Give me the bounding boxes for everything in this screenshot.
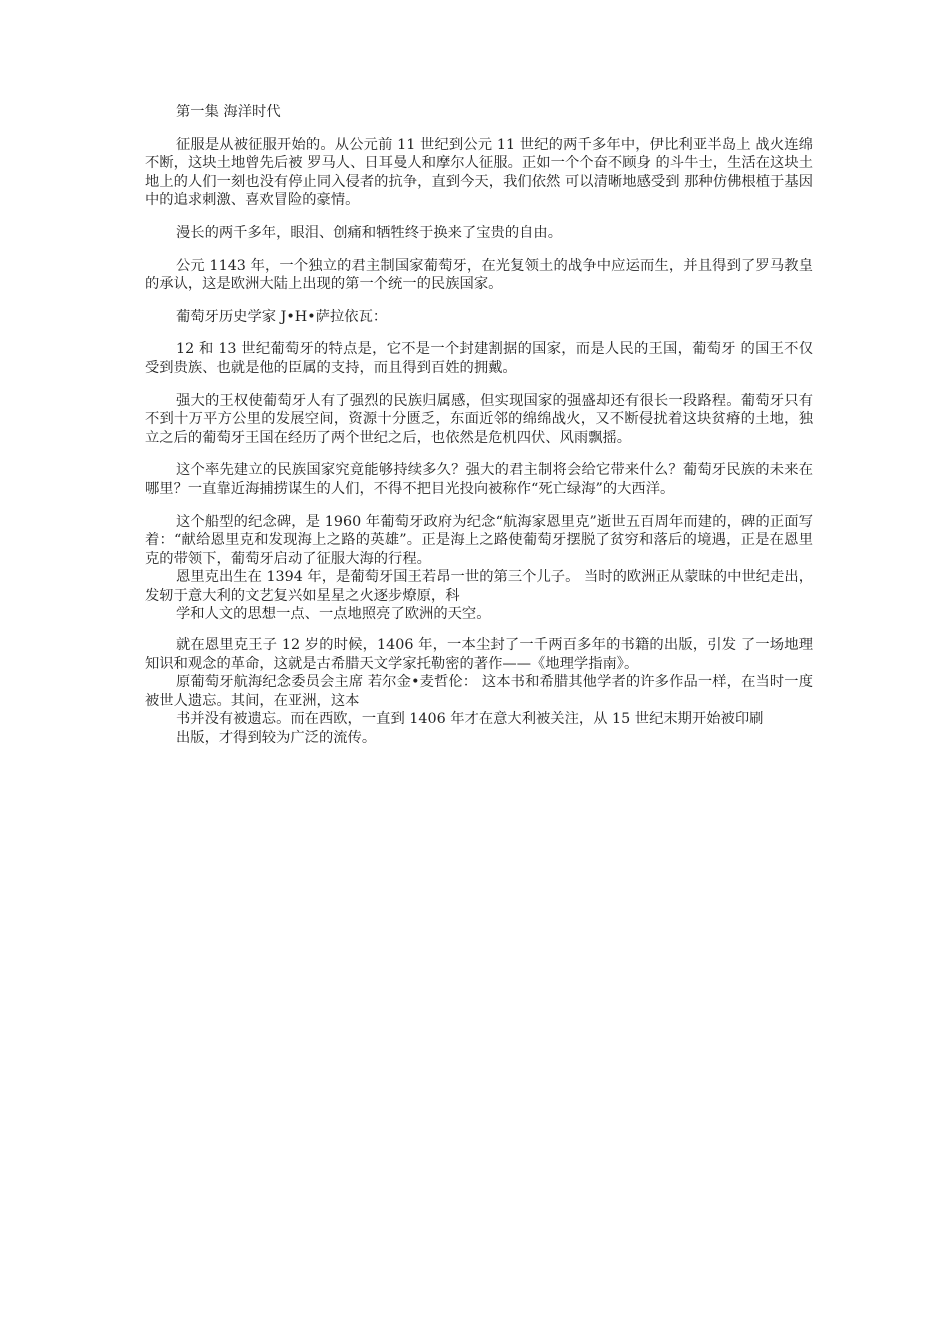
paragraph: 12 和 13 世纪葡萄牙的特点是，它不是一个封建割据的国家，而是人民的王国，葡萄牙 的国王不仅受到贵族、也就是他的臣属的支持，而且得到百姓的拥戴。	[145, 341, 813, 376]
paragraph: 漫长的两千多年，眼泪、创痛和牺牲终于换来了宝贵的自由。	[176, 224, 563, 241]
paragraph: 征服是从被征服开始的。从公元前 11 世纪到公元 11 世纪的两千多年中，伊比利亚半岛上 战火连绵不断，这块土地曾先后被 罗马人、日耳曼人和摩尔人征服。正如一个个奋不顾身 的斗牛士，生活在这块土地上的人们一刻也没有停止同入侵者的抗争，直到今天，我们依然 可以清晰地感受到 那种仿佛根植于基因中的追求刺激、喜欢冒险的豪情。	[145, 136, 813, 209]
paragraph: 公元 1143 年，一个独立的君主制国家葡萄牙，在光复领土的战争中应运而生，并且得到了罗马教皇的承认，这是欧洲大陆上出现的第一个统一的民族国家。	[145, 257, 813, 293]
paragraph: 恩里克出生在 1394 年，是葡萄牙国王若昂一世的第三个儿子。 当时的欧洲正从蒙昧的中世纪走出，发轫于意大利的文艺复兴如星星之火逐步燎原，科	[145, 569, 813, 604]
paragraph: 书并没有被遗忘。而在西欧，一直到 1406 年才在意大利被关注，从 15 世纪末期开始被印刷	[176, 711, 764, 728]
paragraph: 就在恩里克王子 12 岁的时候，1406 年，一本尘封了一千两百多年的书籍的出版，引发 了一场地理知识和观念的革命，这就是古希腊天文学家托勒密的著作——《地理学指南》。	[145, 637, 813, 672]
paragraph: 出版，才得到较为广泛的流传。	[176, 730, 377, 747]
paragraph: 这个率先建立的民族国家究竟能够持续多久？强大的君主制将会给它带来什么？葡萄牙民族的未来在哪里？一直靠近海捕捞谋生的人们，不得不把目光投向被称作“死亡绿海”的大西洋。	[145, 462, 813, 497]
document-heading: 第一集 海洋时代	[176, 104, 281, 120]
document-body	[145, 103, 813, 748]
paragraph: 学和人文的思想一点、一点地照亮了欧洲的天空。	[176, 606, 491, 623]
paragraph: 强大的王权使葡萄牙人有了强烈的民族归属感，但实现国家的强盛却还有很长一段路程。葡萄牙只有不到十万平方公里的发展空间，资源十分匮乏，东面近邻的绵绵战火，又不断侵扰着这块贫瘠的土地，独立之后的葡萄牙王国在经历了两个世纪之后，也依然是危机四伏、风雨飘摇。	[145, 392, 813, 446]
paragraph: 葡萄牙历史学家 J•H•萨拉依瓦：	[176, 308, 388, 325]
paragraph: 这个船型的纪念碑，是 1960 年葡萄牙政府为纪念“航海家恩里克”逝世五百周年而建的，碑的正面写着：“献给恩里克和发现海上之路的英雄”。正是海上之路使葡萄牙摆脱了贫穷和落后的境遇，正是在恩里克的带领下，葡萄牙启动了征服大海的行程。	[145, 513, 813, 567]
paragraph: 原葡萄牙航海纪念委员会主席 若尔金•麦哲伦： 这本书和希腊其他学者的许多作品一样，在当时一度被世人遗忘。其间，在亚洲，这本	[145, 674, 813, 709]
